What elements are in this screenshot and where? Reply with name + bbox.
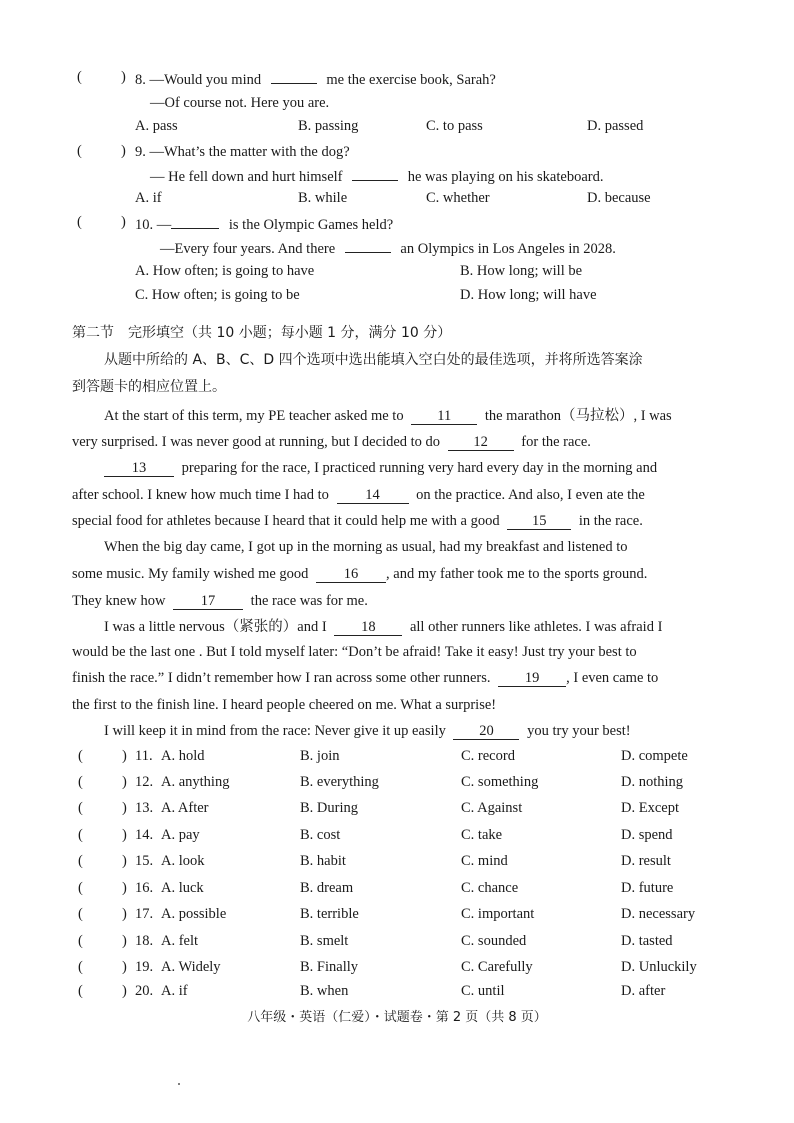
option-d: D. future xyxy=(621,880,674,896)
option-b: B. dream xyxy=(300,880,354,896)
answer-paren-open: ( xyxy=(78,827,83,843)
option-b: B. Finally xyxy=(300,959,359,975)
scan-speck xyxy=(178,1083,180,1085)
option-a: A. felt xyxy=(161,933,199,949)
option-a: A. luck xyxy=(161,880,204,896)
passage-line xyxy=(104,407,672,425)
section-heading: 第二节 完形填空（共 10 小题；每小题 1 分，满分 10 分） xyxy=(72,325,452,341)
passage-text: you try your best! xyxy=(527,723,631,739)
blank-17: 17 xyxy=(173,593,243,610)
option-b: B. During xyxy=(300,800,358,816)
question-text: — xyxy=(156,217,172,233)
option-d: D. Unluckily xyxy=(621,959,697,975)
question-number: 9. xyxy=(135,144,146,160)
question-number: 15. xyxy=(135,853,154,869)
question-text: —Would you mind xyxy=(149,72,262,88)
question-text: — He fell down and hurt himself xyxy=(150,169,343,185)
option-b: B. terrible xyxy=(300,906,359,922)
passage-line: would be the last one . But I told myself later: “Don’t be afraid! Take it easy! Just try your best to xyxy=(72,644,637,660)
answer-paren-close: ) xyxy=(121,69,126,85)
passage-text: I was a little nervous（紧张的）and I xyxy=(104,619,327,635)
answer-paren-close: ) xyxy=(122,800,127,816)
option-c: C. take xyxy=(461,827,503,843)
passage-text: , I even came to xyxy=(566,670,659,686)
passage-text: all other runners like athletes. I was afraid I xyxy=(409,619,663,635)
question-stem xyxy=(135,214,393,234)
option-a: A. look xyxy=(161,853,205,869)
answer-paren-close: ) xyxy=(121,214,126,230)
question-text: —What’s the matter with the dog? xyxy=(149,144,350,160)
passage-text: very surprised. I was never good at running, but I decided to do xyxy=(72,434,441,450)
passage-line xyxy=(104,722,631,740)
question-stem xyxy=(135,143,350,161)
option-a: A. Widely xyxy=(161,959,221,975)
option-c: C. until xyxy=(461,983,505,999)
blank-20: 20 xyxy=(453,723,519,740)
passage-line xyxy=(72,669,658,687)
passage-line: When the big day came, I got up in the morning as usual, had my breakfast and listened to xyxy=(104,539,628,555)
answer-paren-close: ) xyxy=(122,748,127,764)
answer-blank xyxy=(345,238,391,253)
blank-15: 15 xyxy=(507,513,571,530)
answer-paren-close: ) xyxy=(122,906,127,922)
option-d: D. How long; will have xyxy=(460,287,597,303)
option-d: D. nothing xyxy=(621,774,684,790)
option-b: B. smelt xyxy=(300,933,349,949)
answer-paren-open: ( xyxy=(77,214,82,230)
answer-paren-open: ( xyxy=(78,880,83,896)
blank-13: 13 xyxy=(104,460,174,477)
option-d: D. because xyxy=(587,190,651,206)
answer-paren-close: ) xyxy=(121,143,126,159)
question-number: 17. xyxy=(135,906,154,922)
passage-line xyxy=(72,433,591,451)
question-number: 18. xyxy=(135,933,154,949)
passage-text: special food for athletes because I heard that it could help me with a good xyxy=(72,513,500,529)
passage-text: I will keep it in mind from the race: Never give it up easily xyxy=(104,723,446,739)
option-a: A. anything xyxy=(161,774,230,790)
passage-line xyxy=(72,486,645,504)
passage-text: , and my father took me to the sports ground. xyxy=(386,566,648,582)
option-c: C. to pass xyxy=(426,118,483,134)
answer-paren-open: ( xyxy=(78,853,83,869)
question-reply xyxy=(160,238,616,258)
passage-text: some music. My family wished me good xyxy=(72,566,309,582)
passage-line xyxy=(72,512,643,530)
blank-12: 12 xyxy=(448,434,514,451)
option-a: A. How often; is going to have xyxy=(135,263,315,279)
question-text: he was playing on his skateboard. xyxy=(407,169,604,185)
passage-text: At the start of this term, my PE teacher asked me to xyxy=(104,408,404,424)
answer-paren-open: ( xyxy=(78,933,83,949)
question-number: 20. xyxy=(135,983,154,999)
answer-paren-close: ) xyxy=(122,853,127,869)
option-b: B. How long; will be xyxy=(460,263,583,279)
answer-paren-open: ( xyxy=(78,800,83,816)
answer-paren-open: ( xyxy=(78,959,83,975)
question-reply: —Of course not. Here you are. xyxy=(150,95,330,111)
answer-paren-close: ) xyxy=(122,880,127,896)
passage-text: for the race. xyxy=(521,434,591,450)
question-number: 16. xyxy=(135,880,154,896)
question-number: 10. xyxy=(135,217,154,233)
question-text: me the exercise book, Sarah? xyxy=(326,72,496,88)
question-text: —Every four years. And there xyxy=(160,241,336,257)
passage-text: preparing for the race, I practiced running very hard every day in the morning and xyxy=(181,460,658,476)
answer-paren-close: ) xyxy=(122,827,127,843)
passage-text: the race was for me. xyxy=(250,593,368,609)
option-c: C. Carefully xyxy=(461,959,533,975)
passage-text: finish the race.” I didn’t remember how I ran across some other runners. xyxy=(72,670,491,686)
option-d: D. compete xyxy=(621,748,688,764)
blank-19: 19 xyxy=(498,670,566,687)
answer-blank xyxy=(352,166,398,181)
passage-line xyxy=(104,459,657,477)
page-footer: 八年级・英语（仁爱）・试题卷・第 2 页（共 8 页） xyxy=(247,1010,547,1025)
option-c: C. How often; is going to be xyxy=(135,287,300,303)
passage-text: They knew how xyxy=(72,593,166,609)
passage-text: on the practice. And also, I even ate the xyxy=(416,487,645,503)
option-c: C. mind xyxy=(461,853,508,869)
option-d: D. passed xyxy=(587,118,644,134)
option-a: A. if xyxy=(161,983,188,999)
answer-paren-close: ) xyxy=(122,959,127,975)
option-d: D. after xyxy=(621,983,666,999)
passage-line xyxy=(72,592,368,610)
answer-paren-close: ) xyxy=(122,933,127,949)
answer-paren-open: ( xyxy=(78,774,83,790)
option-c: C. whether xyxy=(426,190,490,206)
question-number: 8. xyxy=(135,72,146,88)
blank-18: 18 xyxy=(334,619,402,636)
answer-blank xyxy=(271,69,317,84)
answer-paren-open: ( xyxy=(77,143,82,159)
option-a: A. After xyxy=(161,800,209,816)
option-b: B. while xyxy=(298,190,348,206)
answer-paren-open: ( xyxy=(78,748,83,764)
option-d: D. result xyxy=(621,853,671,869)
option-c: C. chance xyxy=(461,880,519,896)
question-stem xyxy=(135,69,496,89)
option-d: D. spend xyxy=(621,827,673,843)
answer-paren-close: ) xyxy=(122,983,127,999)
blank-16: 16 xyxy=(316,566,386,583)
question-number: 14. xyxy=(135,827,154,843)
question-number: 13. xyxy=(135,800,154,816)
passage-line xyxy=(72,565,647,583)
blank-11: 11 xyxy=(411,408,477,425)
option-b: B. cost xyxy=(300,827,341,843)
question-number: 11. xyxy=(135,748,153,764)
option-b: B. passing xyxy=(298,118,359,134)
question-reply xyxy=(150,166,603,186)
answer-paren-open: ( xyxy=(78,983,83,999)
option-b: B. everything xyxy=(300,774,379,790)
question-text: an Olympics in Los Angeles in 2028. xyxy=(400,241,616,257)
option-c: C. Against xyxy=(461,800,523,816)
answer-blank xyxy=(171,214,219,229)
passage-line: the first to the finish line. I heard people cheered on me. What a surprise! xyxy=(72,697,497,713)
option-d: D. tasted xyxy=(621,933,673,949)
option-b: B. join xyxy=(300,748,340,764)
question-number: 19. xyxy=(135,959,154,975)
question-text: is the Olympic Games held? xyxy=(228,217,394,233)
option-c: C. important xyxy=(461,906,535,922)
passage-text: the marathon（马拉松）, I was xyxy=(484,408,672,424)
option-a: A. possible xyxy=(161,906,227,922)
option-a: A. if xyxy=(135,190,162,206)
option-c: C. something xyxy=(461,774,539,790)
option-d: D. necessary xyxy=(621,906,696,922)
option-c: C. record xyxy=(461,748,515,764)
answer-paren-open: ( xyxy=(77,69,82,85)
question-number: 12. xyxy=(135,774,154,790)
option-a: A. hold xyxy=(161,748,205,764)
section-instruction: 到答题卡的相应位置上。 xyxy=(72,379,226,395)
option-c: C. sounded xyxy=(461,933,527,949)
option-d: D. Except xyxy=(621,800,679,816)
answer-paren-close: ) xyxy=(122,774,127,790)
blank-14: 14 xyxy=(337,487,409,504)
option-a: A. pay xyxy=(161,827,200,843)
section-instruction: 从题中所给的 A、B、C、D 四个选项中选出能填入空白处的最佳选项，并将所选答案涂 xyxy=(104,352,643,368)
passage-line xyxy=(104,618,662,636)
option-a: A. pass xyxy=(135,118,178,134)
passage-text: after school. I knew how much time I had to xyxy=(72,487,329,503)
option-b: B. habit xyxy=(300,853,346,869)
option-b: B. when xyxy=(300,983,349,999)
passage-text: in the race. xyxy=(578,513,643,529)
answer-paren-open: ( xyxy=(78,906,83,922)
